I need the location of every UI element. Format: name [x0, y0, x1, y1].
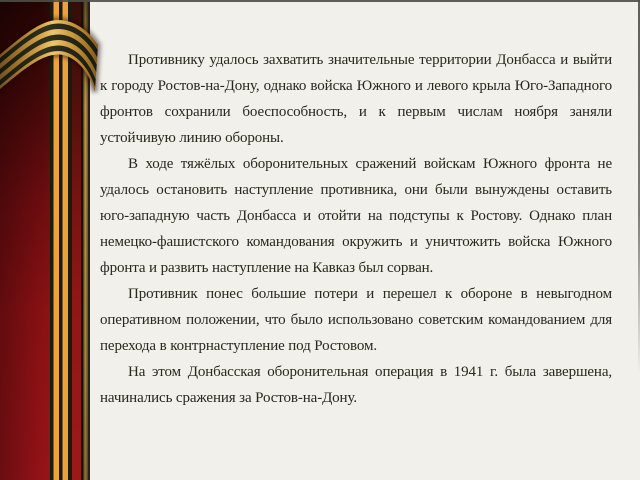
slide-top-border [0, 0, 640, 2]
paragraph-1: Противнику удалось захватить значительные территории Донбасса и выйти к городу Ростов-на-Дону, однако войска Южного и левого крыла Юго-Западного фронтов сохранили боеспособность, и к первым числам ноября заняли устойчивую линию обороны. [100, 52, 612, 146]
slide-text-block [100, 47, 612, 411]
ribbon-gold-base [0, 20, 98, 92]
paragraph-2: В ходе тяжёлых оборонительных сражений войскам Южного фронта не удалось остановить наступление противника, они были вынуждены оставить юго-западную часть Донбасса и отойти на подступы к Ростову. Однако план немецко-фашистского командования окружить и уничтожить войска Южного фронта и развить наступление на Кавказ был сорван. [100, 156, 612, 276]
paragraph-4: На этом Донбасская оборонительная операция в 1941 г. была завершена, начинались сражения за Ростов-на-Дону. [100, 364, 612, 406]
st-george-ribbon-wave-icon [0, 0, 110, 102]
paragraph-3: Противник понес большие потери и перешел к обороне в невыгодном оперативном положении, что было использовано советским командованием для перехода в контрнаступление под Ростовом. [100, 286, 612, 354]
